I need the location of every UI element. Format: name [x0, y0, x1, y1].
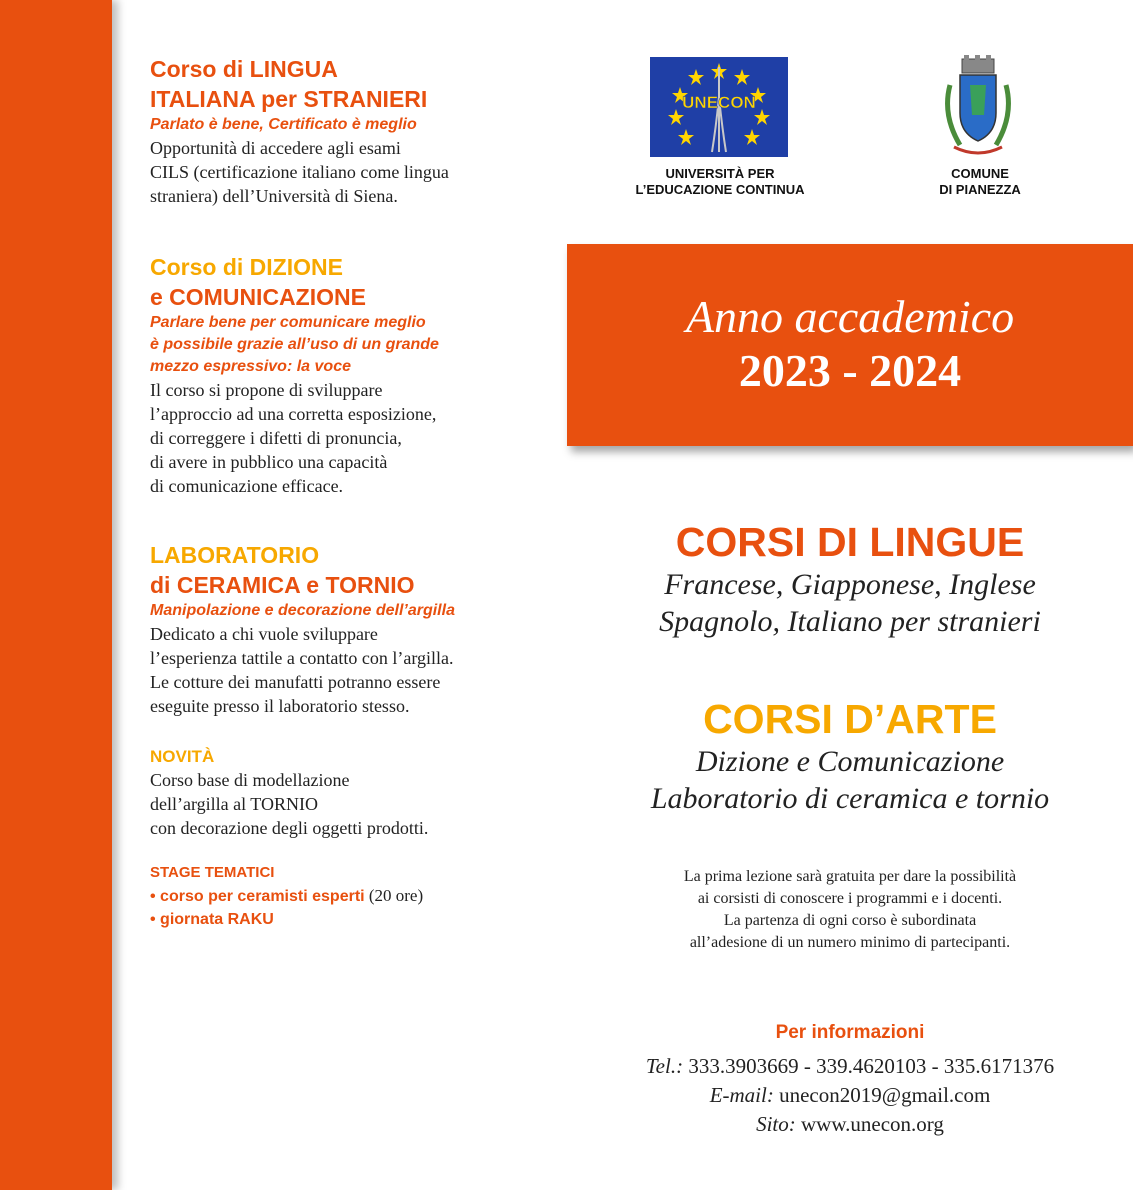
email-link[interactable]: unecon2019@gmail.com: [773, 1083, 991, 1107]
unecon-caption-1: UNIVERSITÀ PER: [665, 166, 775, 181]
novita-body-2: dell’argilla al TORNIO: [150, 794, 318, 814]
dizione-subtitle-2: è possibile grazie all’uso di un grande: [150, 336, 439, 353]
stage-item-1-rest: (20 ore): [364, 886, 424, 905]
phone-label: Tel.:: [645, 1054, 684, 1078]
ceramica-body-4: eseguite presso il laboratorio stesso.: [150, 696, 410, 716]
section-corsi-arte: [567, 695, 1133, 817]
note-line-3: La partenza di ogni corso è subordinata: [723, 912, 977, 929]
site-label: Sito:: [756, 1112, 796, 1136]
site-link[interactable]: www.unecon.org: [795, 1112, 944, 1136]
info-note: [567, 866, 1133, 954]
stage-item-2-bold: • giornata RAKU: [150, 911, 274, 928]
lingua-body-2: CILS (certificazione italiano come lingua: [150, 162, 449, 182]
dizione-title-2: e COMUNICAZIONE: [150, 284, 366, 310]
section-novita: [150, 746, 530, 840]
section-ceramica: [150, 540, 530, 718]
phone-numbers: 333.3903669 - 339.4620103 - 335.6171376: [683, 1054, 1055, 1078]
stage-item-1: [150, 884, 530, 908]
lingue-line-1: Francese, Giapponese, Inglese: [664, 568, 1036, 601]
email-line: [567, 1081, 1133, 1110]
novita-title: NOVITÀ: [150, 747, 215, 766]
dizione-body-1: Il corso si propone di sviluppare: [150, 380, 383, 400]
note-line-4: all’adesione di un numero minimo di partecipanti.: [689, 934, 1011, 951]
ceramica-body-3: Le cotture dei manufatti potranno essere: [150, 672, 441, 692]
lingua-body-1: Opportunità di accedere agli esami: [150, 138, 401, 158]
ceramica-body-2: l’esperienza tattile a contatto con l’argilla.: [150, 648, 454, 668]
dizione-body-2: l’approccio ad una corretta esposizione,: [150, 404, 437, 424]
novita-body-3: con decorazione degli oggetti prodotti.: [150, 818, 429, 838]
lingua-body-3: straniera) dell’Università di Siena.: [150, 186, 398, 206]
left-column: [150, 54, 530, 931]
dizione-subtitle-1: Parlare bene per comunicare meglio: [150, 314, 426, 331]
comune-caption-1: COMUNE: [951, 166, 1009, 181]
section-dizione: [150, 252, 530, 498]
orange-side-stripe: [0, 0, 112, 1190]
lingue-title: CORSI DI LINGUE: [675, 519, 1025, 565]
comune-caption: [895, 166, 1065, 198]
unecon-caption: [620, 166, 820, 198]
coat-of-arms: [940, 55, 1016, 160]
stage-item-1-bold: • corso per ceramisti esperti: [150, 888, 365, 905]
dizione-title-1: Corso di DIZIONE: [150, 254, 343, 280]
email-label: E-mail:: [709, 1083, 774, 1107]
lingua-subtitle: Parlato è bene, Certificato è meglio: [150, 116, 417, 133]
note-line-1: La prima lezione sarà gratuita per dare la possibilità: [683, 868, 1017, 885]
section-lingua: [150, 54, 530, 208]
info-title: Per informazioni: [775, 1022, 925, 1043]
eu-stars-logo: [650, 57, 788, 157]
unecon-caption-2: L’EDUCAZIONE CONTINUA: [635, 182, 805, 197]
lingua-title-2: ITALIANA per STRANIERI: [150, 86, 428, 112]
academic-year-banner: [567, 244, 1133, 446]
ceramica-title-2: di CERAMICA e TORNIO: [150, 572, 415, 598]
ceramica-subtitle: Manipolazione e decorazione dell’argilla: [150, 602, 455, 619]
lingua-title-1: Corso di LINGUA: [150, 56, 338, 82]
section-corsi-lingue: [567, 518, 1133, 640]
site-line: [567, 1110, 1133, 1139]
section-stage: [150, 862, 530, 931]
unecon-logo-text: UNECON: [682, 93, 756, 112]
arte-line-2: Laboratorio di ceramica e tornio: [650, 782, 1050, 815]
contact-block: [567, 1020, 1133, 1139]
novita-body-1: Corso base di modellazione: [150, 770, 350, 790]
phone-line: [567, 1052, 1133, 1081]
ceramica-title-1: LABORATORIO: [150, 542, 320, 568]
banner-line-1: Anno accademico: [685, 291, 1015, 342]
dizione-body-4: di avere in pubblico una capacità: [150, 452, 388, 472]
ceramica-body-1: Dedicato a chi vuole sviluppare: [150, 624, 378, 644]
lingue-line-2: Spagnolo, Italiano per stranieri: [659, 605, 1041, 638]
arte-title: CORSI D’ARTE: [703, 696, 997, 742]
comune-caption-2: DI PIANEZZA: [939, 182, 1021, 197]
stage-item-2: [150, 908, 530, 931]
arte-line-1: Dizione e Comunicazione: [695, 745, 1005, 778]
note-line-2: ai corsisti di conoscere i programmi e i docenti.: [697, 890, 1003, 907]
dizione-body-3: di correggere i difetti di pronuncia,: [150, 428, 402, 448]
banner-line-2: 2023 - 2024: [738, 345, 962, 396]
stage-title: STAGE TEMATICI: [150, 864, 275, 881]
dizione-body-5: di comunicazione efficace.: [150, 476, 344, 496]
dizione-subtitle-3: mezzo espressivo: la voce: [150, 358, 351, 375]
